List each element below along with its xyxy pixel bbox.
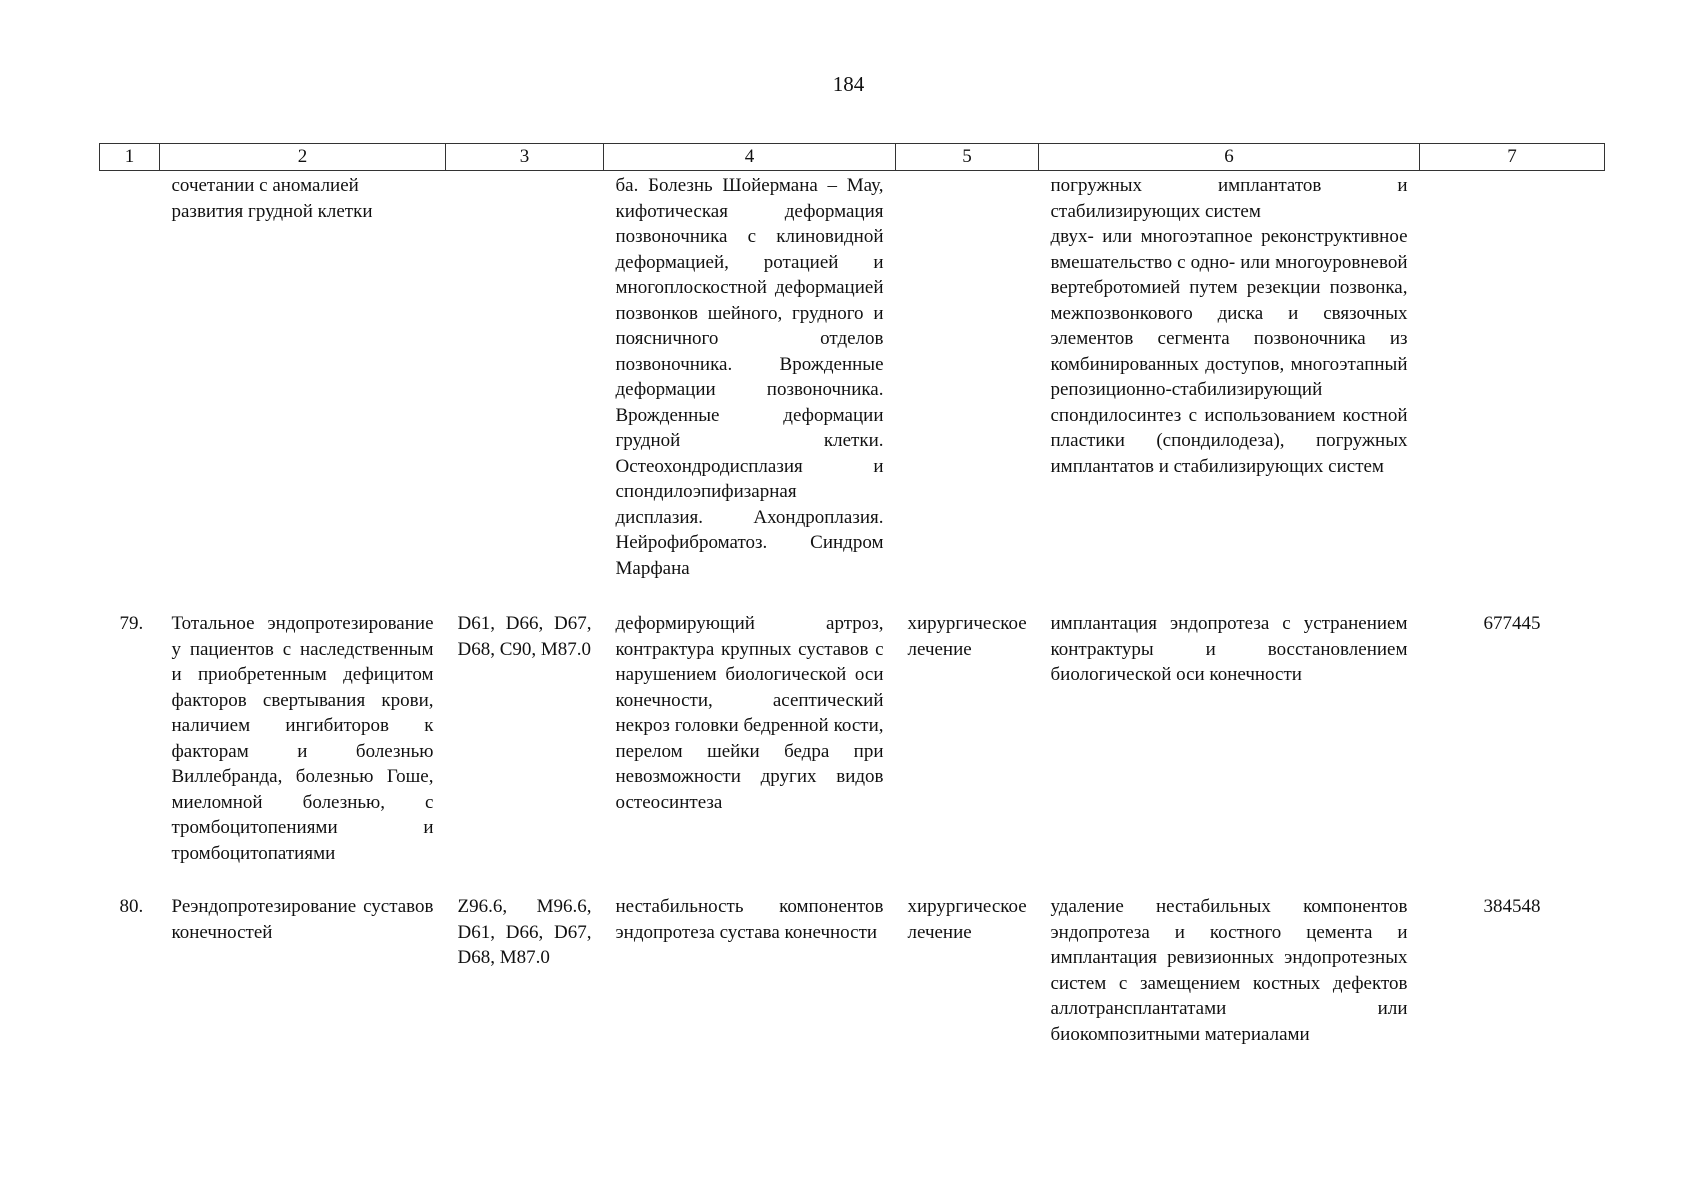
- cell-cost: 384548: [1483, 896, 1541, 917]
- cell-service-name: сочетании с аномалией развития грудной клетки: [171, 175, 373, 222]
- cell-treatment-type: [896, 171, 1039, 612]
- method-text-part1: погружных имплантатов и стабилизирующих систем: [1050, 175, 1408, 222]
- column-header-1: 1: [100, 144, 160, 171]
- cell-number: 80.: [119, 896, 144, 917]
- column-header-6: 6: [1039, 144, 1420, 171]
- column-header-5: 5: [896, 144, 1039, 171]
- cell-patient-model: деформирующий артроз, контрактура крупных суставов с нарушением биологической оси конечности, асептический некроз головки бедренной кости, перелом шейки бедра при невозможности других видов остеосинтеза: [615, 613, 884, 813]
- cell-treatment-type: хирургическое лечение: [907, 896, 1027, 943]
- cell-codes: Z96.6, M96.6, D61, D66, D67, D68, M87.0: [457, 896, 592, 968]
- column-header-2: 2: [160, 144, 446, 171]
- table-row-continuation: [100, 171, 1605, 612]
- page-number: 184: [832, 72, 865, 96]
- table-header: [100, 144, 1605, 171]
- cell-treatment-method: [1039, 171, 1420, 612]
- cell-codes: D61, D66, D67, D68, C90, M87.0: [457, 613, 592, 660]
- cell-treatment-method: имплантация эндопротеза с устранением контрактуры и восстановлением биологической оси конечности: [1050, 613, 1408, 685]
- method-text-part2: двух- или многоэтапное реконструктивное вмешательство с одно- или многоуровневой вертебротомией путем резекции позвонка, межпозвонкового диска и связочных элементов сегмента позвоночника из комбинированных доступов, многоэтапный репозиционно-стабилизирующий спондилосинтез с использованием костной пластики (спондилодеза), погружных имплантатов и стабилизирующих систем: [1050, 226, 1408, 477]
- cell-patient-model: нестабильность компонентов эндопротеза сустава конечности: [615, 896, 884, 943]
- table-row: [100, 894, 1605, 1047]
- cell-treatment-method: удаление нестабильных компонентов эндопротеза и костного цемента и имплантация ревизионных эндопротезных систем с замещением костных дефектов аллотрансплантатами или биокомпозитными материалами: [1050, 896, 1408, 1045]
- cell-number: [100, 171, 160, 612]
- column-header-3: 3: [446, 144, 604, 171]
- cell-patient-model: ба. Болезнь Шойермана – Мау, кифотическая деформация позвоночника с клиновидной деформацией, ротацией и многоплоскостной деформацией позвонков шейного, грудного и поясничного отделов позвоночника. Врожденные деформации позвоночника. Врожденные деформации грудной клетки. Остеохондродисплазия и спондилоэпифизарная дисплазия. Ахондроплазия. Нейрофиброматоз. Синдром Марфана: [615, 175, 884, 579]
- cell-codes: [446, 171, 604, 612]
- column-header-4: 4: [604, 144, 896, 171]
- column-header-7: 7: [1420, 144, 1605, 171]
- cell-service-name: Тотальное эндопротезирование у пациентов с наследственным и приобретенным дефицитом факторов свертывания крови, наличием ингибиторов к факторам и болезнью Виллебранда, болезнью Гоше, миеломной болезнью, с тромбоцитопениями и тромбоцитопатиями: [171, 613, 434, 864]
- cell-cost: 677445: [1483, 613, 1541, 634]
- cell-number: 79.: [119, 613, 144, 634]
- medical-services-table: [99, 143, 1605, 1047]
- cell-cost: [1420, 171, 1605, 612]
- cell-treatment-type: хирургическое лечение: [907, 613, 1027, 660]
- table-row: [100, 611, 1605, 894]
- cell-service-name: Реэндопротезирование суставов конечностей: [171, 896, 434, 943]
